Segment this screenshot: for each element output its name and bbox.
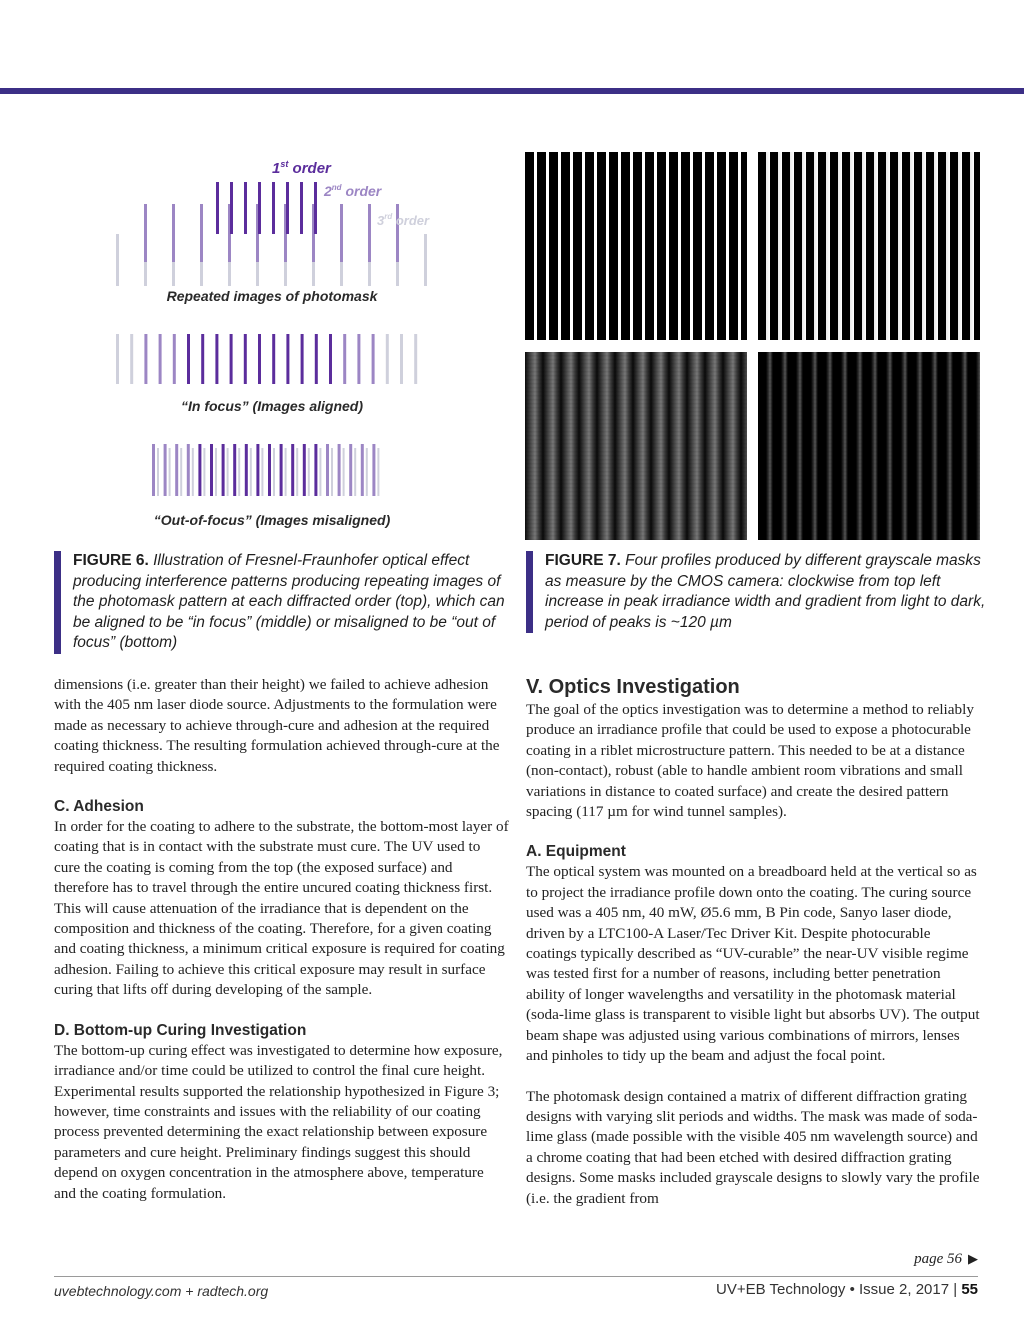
out-of-focus-shadow-bar: [273, 448, 275, 496]
section-a-heading: A. Equipment: [526, 843, 626, 861]
in-focus-bar: [301, 334, 304, 384]
section-a-paragraph: The optical system was mounted on a breadboard held at the vertical so as to project the irradiance profile down onto the coating. The curing source used was a 405 nm, 40 mW, Ø5.6 mm, B Pin code, Sanyo laser diode, driven by a LTC100-A Laser/Tec Driver Kit. Despite photocurable coatings typically described as “UV-curable” the near-UV visible regime was tested first for a number of reasons, including better penetration ability of longer wavelengths and versatility in the photomask material (soda-lime glass is transparent to visible light but absorbs UV). The output beam shape was adjusted using various combinations of mirrors, lenses and pinholes to tidy up the beam and adjust the focal point.: [526, 863, 980, 1065]
left-column: [54, 675, 509, 1204]
out-of-focus-shadow-bar: [354, 448, 356, 496]
out-of-focus-shadow-bar: [308, 448, 310, 496]
out-of-focus-shadow-bar: [377, 448, 379, 496]
in-focus-bar: [187, 334, 190, 384]
out-of-focus-bar: [326, 444, 329, 496]
out-of-focus-shadow-bar: [343, 448, 345, 496]
section-d-paragraph: The bottom-up curing effect was investigated to determine how exposure, irradiance and/or time could be utilized to control the final cure height. Experimental results supported the relationship hypothesized in Figure 3; however, time constraints and issues with the reliability of our coating process prevented determining the exact relationship between exposure parameters and cure height. Preliminary findings suggest this should depend on oxygen concentration in the atmosphere above, temperature and the coating formulation.: [54, 1041, 503, 1202]
in-focus-bar: [343, 334, 346, 384]
in-focus-bar: [144, 334, 147, 384]
in-focus-label: “In focus” (Images aligned): [180, 398, 364, 414]
figure-7-caption-text: Four profiles produced by different grayscale masks as measure by the CMOS camera: clockwise from top left increase in peak irradiance width and gradient from light to dark, period of peaks is ~120 µm: [545, 552, 986, 631]
repeated-images-label: Repeated images of photomask: [166, 288, 378, 304]
profile-image-bottom-left: [525, 352, 747, 540]
figure-6-caption: [54, 551, 525, 654]
in-focus-bar: [372, 334, 375, 384]
profile-image-top-right: [758, 152, 980, 340]
out-of-focus-bar: [210, 444, 213, 496]
in-focus-bar: [414, 334, 417, 384]
section-c-paragraph: In order for the coating to adhere to the substrate, the bottom-most layer of coating that is in contact with the substrate must cure. The UV used to cure the coating is coming from the top (the exposed surface) and therefore has to travel through the entire uncured coating thickness first. This will cause attenuation of the irradiance that is dependent on the composition and thickness of the coating. Therefore, for a given coating and coating thickness, a minimum critical exposure is required for coating adhesion. Failing to achieve this critical exposure may result in surface curing that lifts off during developing of the sample.: [54, 818, 509, 999]
first-order-bar: [244, 182, 247, 234]
out-of-focus-bars: [152, 444, 379, 496]
second-order-bar: [172, 204, 175, 262]
profile-image-top-left: [525, 152, 747, 340]
out-of-focus-bar: [245, 444, 248, 496]
out-of-focus-shadow-bar: [238, 448, 240, 496]
second-order-bar: [144, 204, 147, 262]
in-focus-bar: [258, 334, 261, 384]
out-of-focus-shadow-bar: [366, 448, 368, 496]
out-of-focus-bar: [198, 444, 201, 496]
out-of-focus-bar: [349, 444, 352, 496]
first-order-bar: [258, 182, 261, 234]
top-rule: [0, 88, 1024, 94]
out-of-focus-bar: [256, 444, 259, 496]
in-focus-bar: [230, 334, 233, 384]
out-of-focus-bar: [233, 444, 236, 496]
section-d-heading: D. Bottom-up Curing Investigation: [54, 1021, 307, 1039]
out-of-focus-bar: [268, 444, 271, 496]
first-order-bar: [314, 182, 317, 234]
figure-6-illustration: [100, 150, 440, 540]
in-focus-bar: [286, 334, 289, 384]
second-order-label: 2nd order: [324, 183, 382, 199]
in-focus-bar: [357, 334, 360, 384]
out-of-focus-bar: [280, 444, 283, 496]
section-c-heading: C. Adhesion: [54, 798, 144, 816]
section-a-paragraph-2: The photomask design contained a matrix of different diffraction grating designs with varying slit periods and widths. The mask was made of soda-lime glass (made possible with the visible 405 nm wavelength source) and a chrome coating that had been etched with desired diffraction grating designs. Some masks included grayscale designs to slowly vary the profile (i.e. the gradient from: [526, 1087, 980, 1207]
footer-websites: uvebtechnology.com + radtech.org: [54, 1283, 269, 1299]
out-of-focus-shadow-bar: [261, 448, 263, 496]
first-order-label: 1st order: [272, 159, 331, 177]
out-of-focus-bar: [175, 444, 178, 496]
in-focus-bar: [173, 334, 176, 384]
out-of-focus-shadow-bar: [157, 448, 159, 496]
out-of-focus-bar: [314, 444, 317, 496]
out-of-focus-shadow-bar: [319, 448, 321, 496]
out-of-focus-bar: [164, 444, 167, 496]
figure-7-caption: [526, 551, 995, 633]
second-order-bar: [200, 204, 203, 262]
in-focus-bar: [400, 334, 403, 384]
figure-6-caption-text: Illustration of Fresnel-Fraunhofer optical effect producing interference patterns producing repeating images of the photomask pattern at each diffracted order (top), which can be aligned to be “in focus” (middle) or misaligned to be “out of focus” (bottom): [73, 552, 505, 651]
out-of-focus-bar: [291, 444, 294, 496]
out-of-focus-bar: [152, 444, 155, 496]
second-order-bar: [368, 204, 371, 262]
third-order-bar: [424, 234, 427, 286]
in-focus-bar: [272, 334, 275, 384]
out-of-focus-bar: [303, 444, 306, 496]
first-order-bar: [272, 182, 275, 234]
out-of-focus-bar: [361, 444, 364, 496]
in-focus-bar: [329, 334, 332, 384]
third-order-bar: [116, 234, 119, 286]
right-triangle-icon: ▶: [968, 1252, 978, 1267]
section-v-heading: V. Optics Investigation: [526, 676, 740, 698]
in-focus-bar: [215, 334, 218, 384]
profile-image-bottom-right: [758, 352, 980, 540]
out-of-focus-shadow-bar: [169, 448, 171, 496]
continued-on-link[interactable]: [914, 1251, 978, 1268]
figure-7-images: [525, 152, 979, 540]
out-of-focus-bar: [338, 444, 341, 496]
first-order-bar: [286, 182, 289, 234]
footer-rule: [54, 1276, 978, 1277]
out-of-focus-label: “Out-of-focus” (Images misaligned): [153, 512, 391, 528]
out-of-focus-shadow-bar: [285, 448, 287, 496]
in-focus-bar: [201, 334, 204, 384]
out-of-focus-bar: [187, 444, 190, 496]
out-of-focus-bar: [372, 444, 375, 496]
continued-page-label: page 56: [914, 1251, 962, 1267]
in-focus-bar: [315, 334, 318, 384]
in-focus-bar: [159, 334, 162, 384]
first-order-bar: [230, 182, 233, 234]
intro-paragraph: dimensions (i.e. greater than their height) we failed to achieve adhesion with the 405 nm laser diode source. Adjustments to the formulation were made as necessary to achieve through-cure and adhesion at the required coating thickness. The resulting formulation achieved through-cure at the required coating thickness.: [54, 676, 500, 775]
footer-publication: [716, 1281, 978, 1298]
out-of-focus-bar: [222, 444, 225, 496]
in-focus-bar: [130, 334, 133, 384]
first-order-bar: [216, 182, 219, 234]
out-of-focus-shadow-bar: [215, 448, 217, 496]
third-order-label: 3rd order: [377, 212, 430, 228]
in-focus-bars: [116, 334, 417, 384]
figure-6-caption-label: FIGURE 6.: [73, 552, 149, 569]
out-of-focus-shadow-bar: [203, 448, 205, 496]
out-of-focus-shadow-bar: [180, 448, 182, 496]
out-of-focus-shadow-bar: [250, 448, 252, 496]
out-of-focus-shadow-bar: [296, 448, 298, 496]
second-order-bar: [340, 204, 343, 262]
figure-7-caption-label: FIGURE 7.: [545, 552, 621, 569]
out-of-focus-shadow-bar: [331, 448, 333, 496]
section-v-paragraph: The goal of the optics investigation was to determine a method to reliably produce an irradiance profile that could be used to expose a photocurable coating in a riblet microstructure pattern. This needed to be at a distance (non-contact), robust (able to handle ambient room vibrations and small variations in distance to coated surface) and create the desired pattern spacing (117 µm for wind tunnel samples).: [526, 701, 974, 821]
out-of-focus-shadow-bar: [227, 448, 229, 496]
in-focus-bar: [116, 334, 119, 384]
out-of-focus-shadow-bar: [192, 448, 194, 496]
page-number: 55: [961, 1281, 978, 1298]
footer-issue: UV+EB Technology • Issue 2, 2017 |: [716, 1281, 962, 1298]
in-focus-bar: [386, 334, 389, 384]
first-order-bar: [300, 182, 303, 234]
in-focus-bar: [244, 334, 247, 384]
right-column: [526, 675, 981, 1209]
